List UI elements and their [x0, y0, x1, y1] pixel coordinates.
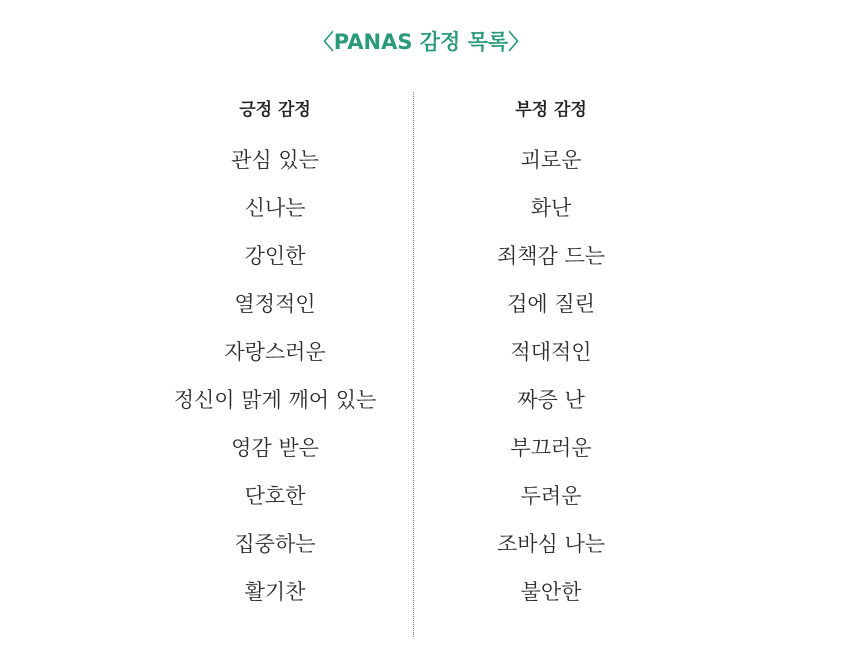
column-divider	[413, 92, 414, 637]
negative-emotion-item: 짜증 난	[517, 388, 585, 412]
positive-emotion-item: 관심 있는	[231, 148, 319, 172]
positive-emotions-column	[150, 92, 400, 616]
negative-emotion-item: 조바심 나는	[496, 532, 606, 556]
negative-emotions-column	[426, 92, 676, 616]
positive-emotion-item: 집중하는	[234, 532, 316, 556]
positive-emotion-item: 단호한	[244, 484, 306, 508]
negative-emotion-item: 두려운	[520, 484, 582, 508]
positive-emotion-item: 영감 받은	[231, 436, 319, 460]
page-title: 〈PANAS 감정 목록〉	[312, 30, 530, 54]
negative-emotion-item: 부끄러운	[510, 436, 592, 460]
negative-emotion-item: 괴로운	[520, 148, 582, 172]
positive-emotion-item: 강인한	[244, 244, 306, 268]
positive-emotion-item: 정신이 맑게 깨어 있는	[173, 388, 377, 412]
positive-emotions-header: 긍정 감정	[239, 100, 311, 120]
positive-emotion-item: 자랑스러운	[224, 340, 326, 364]
positive-emotion-item: 열정적인	[234, 292, 316, 316]
negative-emotion-item: 겁에 질린	[507, 292, 595, 316]
positive-emotion-item: 신나는	[244, 196, 306, 220]
negative-emotion-item: 불안한	[520, 580, 582, 604]
negative-emotions-header: 부정 감정	[515, 100, 587, 120]
negative-emotion-item: 죄책감 드는	[496, 244, 606, 268]
negative-emotion-item: 적대적인	[510, 340, 592, 364]
positive-emotion-item: 활기찬	[244, 580, 306, 604]
negative-emotion-item: 화난	[530, 196, 572, 220]
